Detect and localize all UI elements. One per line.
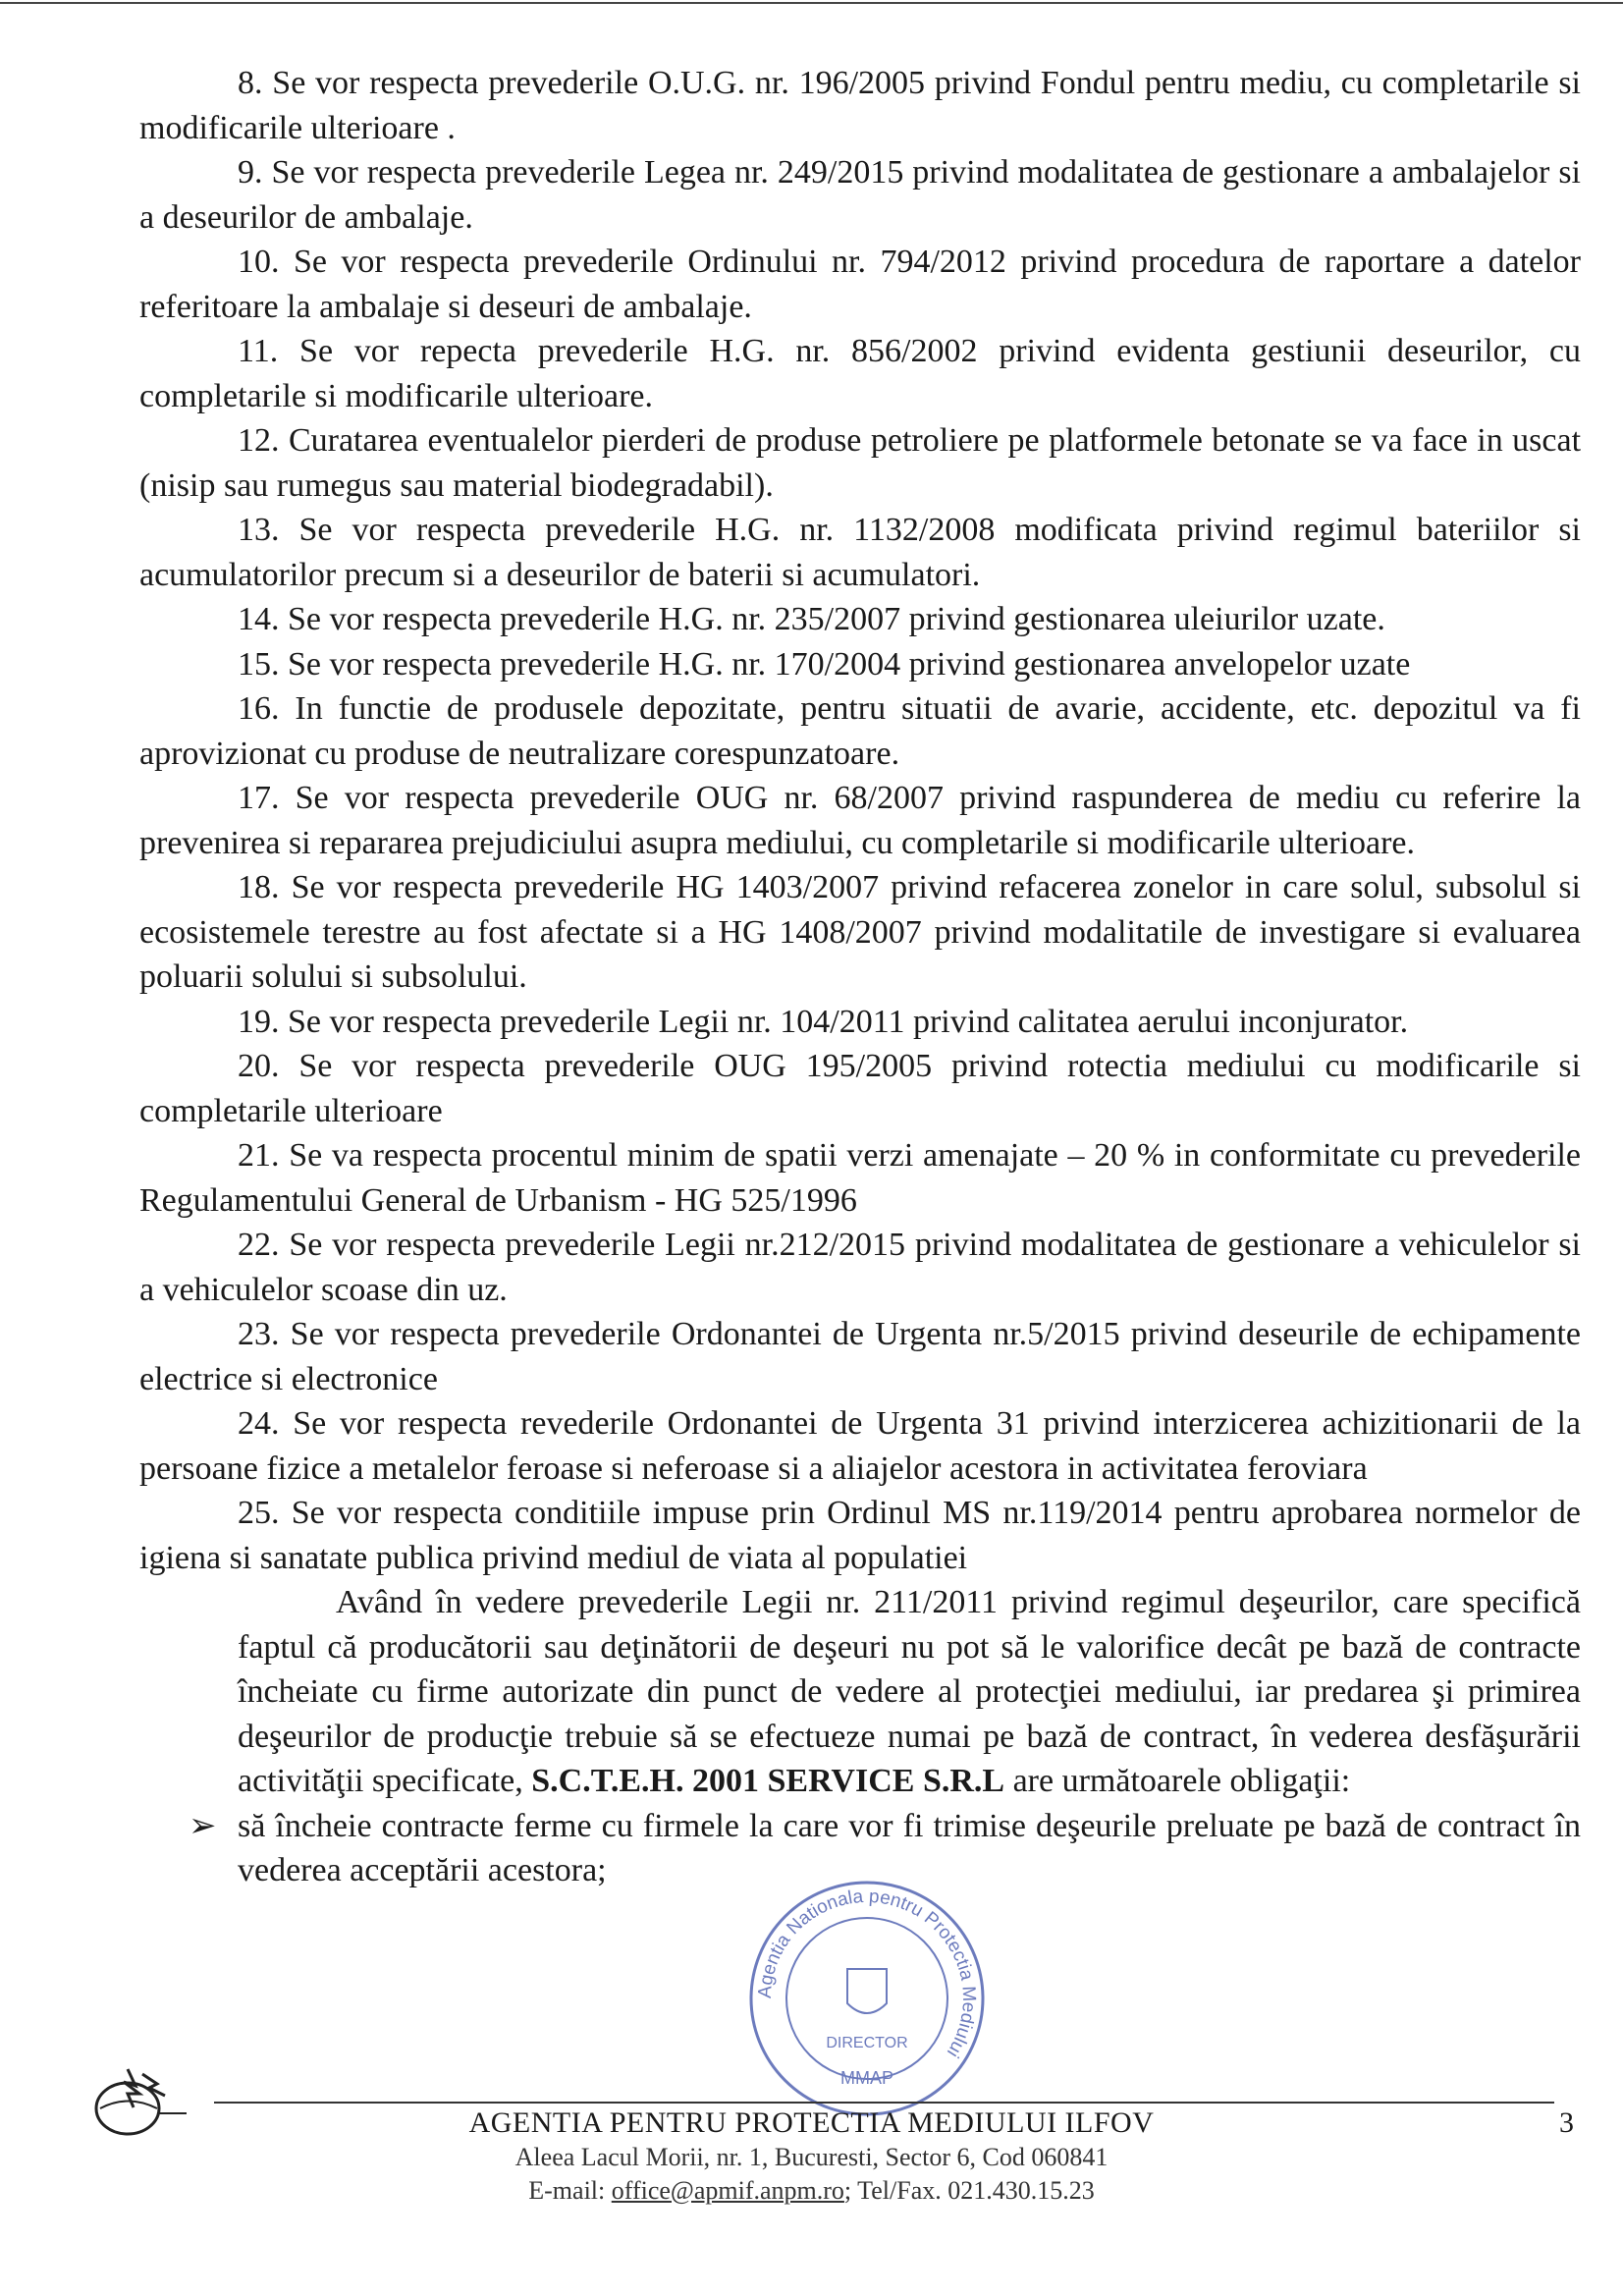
paragraph-text: Curatarea eventualelor pierderi de produse petroliere pe platformele betonate se va face in uscat (nisip sau rumegus sau material biodegradabil). [139,422,1582,504]
paragraph-text: Se vor respecta prevederile OUG 195/2005 privind rotectia mediului cu modificarile si completarile ulterioare [139,1048,1582,1129]
paragraph-list [139,61,1581,1580]
footer-email-label: E-mail: [528,2176,612,2205]
paragraph-number: 11. [238,333,279,369]
paragraph-item [139,61,1581,150]
paragraph-item [139,1312,1581,1401]
intro-text: Având în vedere prevederile Legii nr. 211/2011 privind regimul deşeurilor, care specifică faptul că producătorii sau deţinătorii de deşeuri nu pot să le valorifice decât pe bază de contracte încheiate cu firme autorizate din punct de vedere al protecţiei mediului, iar predarea şi primirea deşeurilor de producţie trebuie să se efectueze numai pe bază de contract, în vederea desfăşurării activităţii specificate, [238,1584,1581,1799]
paragraph-item [139,597,1581,642]
paragraph-text: Se vor respecta prevederile O.U.G. nr. 196/2005 privind Fondul pentru mediu, cu completarile si modificarile ulterioare . [139,65,1582,146]
paragraph-number: 20. [238,1048,280,1084]
footer-address: Aleea Lacul Morii, nr. 1, Bucuresti, Sector 6, Cod 060841 [514,2143,1109,2171]
paragraph-text: Se vor respecta prevederile Legea nr. 249/2015 privind modalitatea de gestionare a ambalajelor si a deseurilor de ambalaje. [139,154,1581,236]
stamp-inner-text: MMAP [840,2068,893,2088]
paragraph-item [139,240,1581,329]
paragraph-item [139,686,1581,776]
paragraph-item [139,1044,1581,1133]
paragraph-number: 25. [238,1495,280,1531]
paragraph-text: Se vor repecta prevederile H.G. nr. 856/2002 privind evidenta gestiunii deseurilor, cu completarile si modificarile ulterioare. [139,333,1582,414]
stamp-outer-text: Agentia Nationala pentru Protectia Mediului [754,1886,980,2061]
paragraph-text: Se vor respecta prevederile OUG nr. 68/2007 privind raspunderea de mediu cu referire la prevenirea si repararea prejudiciului asupra mediului, cu completarile si modificarile ulterioare. [139,780,1581,861]
official-stamp [744,1876,990,2121]
paragraph-number: 10. [238,244,280,280]
paragraph-number: 14. [238,601,280,637]
paragraph-number: 16. [238,690,280,727]
page-footer [0,2105,1623,2208]
paragraph-text: In functie de produsele depozitate, pentru situatii de avarie, accidente, etc. depozitul va fi aprovizionat cu produse de neutralizare corespunzatoare. [139,690,1581,772]
footer-email-link[interactable]: office@apmif.anpm.ro [611,2176,844,2205]
paragraph-item [139,1223,1581,1312]
paragraph-text: Se vor respecta prevederile Ordonantei de Urgenta nr.5/2015 privind deseurile de echipamente electrice si electronice [139,1316,1582,1397]
paragraph-number: 24. [238,1405,280,1442]
footer-phone: ; Tel/Fax. 021.430.15.23 [843,2176,1095,2205]
paragraph-text: Se va respecta procentul minim de spatii verzi amenajate – 20 % in conformitate cu prevederile Regulamentului General de Urbanism - HG 525/1996 [139,1137,1582,1219]
page-number: 3 [1559,2106,1574,2139]
paragraph-text: Se vor respecta prevederile HG 1403/2007 privind refacerea zonelor in care solul, subsolul si ecosistemele terestre au fost afectate si a HG 1408/2007 privind modalitatile de investigare si evaluarea poluarii solului si subsolului. [139,869,1582,995]
paragraph-item [139,418,1581,508]
paragraph-text: Se vor respecta revederile Ordonantei de Urgenta 31 privind interzicerea achizitionarii de la persoane fizice a metalelor feroase si neferoase si a aliajelor acestora in activitatea feroviara [139,1405,1581,1487]
paragraph-text: Se vor respecta conditiile impuse prin Ordinul MS nr.119/2014 pentru aprobarea normelor de igiena si sanatate publica privind mediul de viata al populatiei [139,1495,1581,1576]
footer-agency-name: AGENTIA PENTRU PROTECTIA MEDIULUI ILFOV [468,2106,1155,2139]
paragraph-number: 8. [238,65,263,101]
paragraph-item [139,508,1581,597]
paragraph-item [139,1491,1581,1580]
top-border-line [0,2,1623,4]
footer-contact [0,2174,1623,2208]
paragraph-item [139,150,1581,240]
paragraph-item [139,865,1581,1000]
paragraph-number: 19. [238,1003,280,1040]
paragraph-number: 18. [238,869,280,905]
paragraph-number: 17. [238,780,280,816]
paragraph-number: 13. [238,512,280,548]
obligation-text: să încheie contracte ferme cu firmele la care vor fi trimise deşeurile preluate pe bază de contract în vederea acceptării acestora; [238,1807,1581,1888]
paragraph-item [139,329,1581,418]
document-body [139,61,1581,1893]
paragraph-text: Se vor respecta prevederile Legii nr.212/2015 privind modalitatea de gestionare a vehiculelor si a vehiculelor scoase din uz. [139,1227,1581,1308]
paragraph-item [139,642,1581,687]
intro-text-after: are următoarele obligaţii: [1012,1763,1351,1799]
paragraph-number: 23. [238,1316,280,1352]
paragraph-text: Se vor respecta prevederile H.G. nr. 1132/2008 modificata privind regimul bateriilor si acumulatorilor precum si a deseurilor de baterii si acumulatori. [139,512,1582,593]
paragraph-number: 12. [238,422,280,459]
paragraph-item [139,1401,1581,1491]
paragraph-number: 15. [238,645,280,683]
paragraph-text: Se vor respecta prevederile H.G. nr. 235/2007 privind gestionarea uleiurilor uzate. [288,601,1385,637]
paragraph-text: Se vor respecta prevederile Legii nr. 104/2011 privind calitatea aerului inconjurator. [288,1003,1409,1040]
obligations-intro [139,1580,1581,1804]
paragraph-number: 21. [238,1137,280,1174]
paragraph-item [139,1133,1581,1223]
paragraph-number: 22. [238,1227,280,1263]
paragraph-number: 9. [238,154,263,191]
footer-divider [214,2102,1554,2104]
company-name: S.C.T.E.H. 2001 SERVICE S.R.L [531,1763,1005,1799]
stamp-director-label: DIRECTOR [826,2035,908,2051]
paragraph-item [139,776,1581,865]
paragraph-text: Se vor respecta prevederile H.G. nr. 170/2004 privind gestionarea anvelopelor uzate [288,645,1411,683]
paragraph-text: Se vor respecta prevederile Ordinului nr. 794/2012 privind procedura de raportare a datelor referitoare la ambalaje si deseuri de ambalaje. [139,244,1582,325]
arrow-bullet-icon: ➢ [189,1807,217,1844]
coat-of-arms-icon [847,1969,887,2013]
paragraph-item [139,1000,1581,1045]
